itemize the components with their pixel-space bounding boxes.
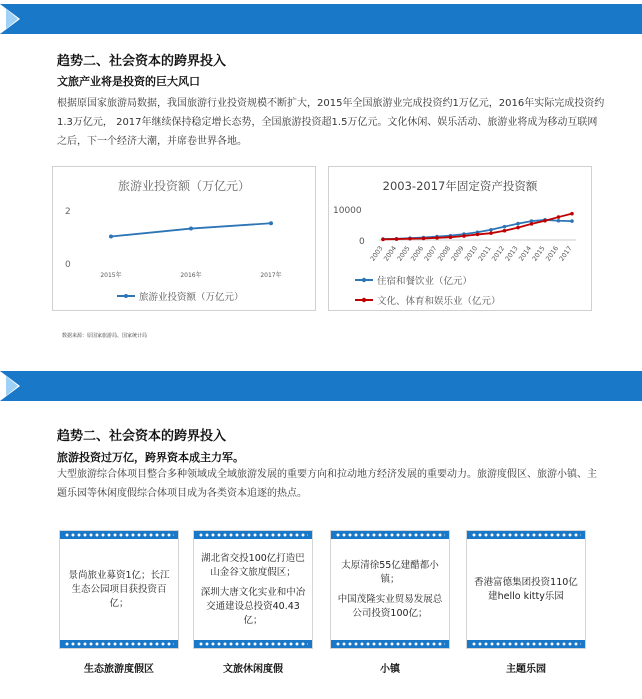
chart2-point xyxy=(570,212,574,216)
section2-subheading: 旅游投资过万亿，跨界资本成主力军。 xyxy=(57,451,244,464)
chart2-xtick: 2007 xyxy=(422,244,439,263)
project-card xyxy=(466,530,586,649)
chart2-point xyxy=(543,219,547,223)
chart-tourism-investment xyxy=(52,166,316,311)
section2-paragraph: 大型旅游综合体项目整合多种领域成全域旅游发展的重要方向和拉动地方经济发展的重要动力。旅游度假区、旅游小镇、主题乐园等休闲度假综合体项目成为各类资本追逐的热点。 xyxy=(57,469,597,499)
chart-tourism-investment-svg xyxy=(53,167,315,310)
project-card xyxy=(330,530,450,649)
chart2-title: 2003-2017年固定资产投资额 xyxy=(382,179,538,193)
card-label: 生态旅游度假区 xyxy=(84,664,154,675)
chart2-legend-marker xyxy=(362,298,366,302)
banner-arrow-inner-icon xyxy=(6,376,18,396)
section-banner-2 xyxy=(0,371,642,401)
chart2-xtick: 2011 xyxy=(476,244,493,263)
chart2-legend-marker xyxy=(362,278,366,282)
card-text: 深圳大唐文化实业和中冶交通建设总投资40.43亿； xyxy=(200,586,306,626)
chart1-xtick: 2017年 xyxy=(260,272,282,279)
card-text: 景尚旅业募资1亿；长江生态公园项目获投资百亿； xyxy=(68,569,170,609)
chart2-point xyxy=(381,238,385,242)
chart2-point xyxy=(449,235,453,239)
chart2-xtick: 2008 xyxy=(436,244,453,263)
chart2-xtick: 2012 xyxy=(490,244,507,263)
chart2-ytick: 0 xyxy=(359,237,365,247)
section1-heading: 趋势二、社会资本的跨界投入 xyxy=(57,54,227,69)
source-note: 数据来源：原国家旅游局、国家统计局 xyxy=(62,333,148,339)
chart2-point xyxy=(462,234,466,238)
chart2-point xyxy=(557,215,561,219)
chart2-point xyxy=(516,226,520,230)
chart1-title: 旅游业投资额（万亿元） xyxy=(117,179,251,193)
card-perforation xyxy=(64,642,174,646)
chart2-legend-label: 住宿和餐饮业（亿元） xyxy=(377,276,473,287)
chart2-xtick: 2017 xyxy=(557,244,574,263)
card-body xyxy=(473,543,579,636)
chart2-point xyxy=(570,219,574,223)
chart1-legend-marker xyxy=(124,294,128,298)
card-body xyxy=(200,543,306,636)
chart2-xtick: 2016 xyxy=(544,244,561,263)
section1-subheading: 文旅产业将是投资的巨大风口 xyxy=(57,75,200,88)
card-body xyxy=(66,543,172,636)
chart2-point xyxy=(530,222,534,226)
chart2-xtick: 2006 xyxy=(409,244,426,263)
card-perforation xyxy=(335,533,445,537)
chart2-point xyxy=(476,233,480,237)
chart2-point xyxy=(489,231,493,235)
card-body xyxy=(337,543,443,636)
chart2-xtick: 2003 xyxy=(368,244,385,263)
card-text: 湖北省交投100亿打造巴山金谷文旅度假区； xyxy=(201,552,305,578)
card-label: 主题乐园 xyxy=(506,664,546,675)
chart2-xtick: 2013 xyxy=(503,244,520,263)
chart2-xtick: 2015 xyxy=(530,244,547,263)
card-perforation xyxy=(335,642,445,646)
card-text: 太原清徐55亿建醋都小镇； xyxy=(341,559,439,585)
chart2-xtick: 2010 xyxy=(463,244,480,263)
chart2-point xyxy=(503,225,507,229)
chart2-point xyxy=(516,222,520,226)
chart2-xtick: 2005 xyxy=(395,244,412,263)
card-perforation xyxy=(471,642,581,646)
chart2-xtick: 2004 xyxy=(382,244,399,263)
chart2-point xyxy=(435,236,439,240)
chart2-point xyxy=(408,237,412,241)
chart1-legend-label: 旅游业投资额（万亿元） xyxy=(139,292,244,303)
banner-arrow-inner-icon xyxy=(6,9,18,29)
chart2-point xyxy=(422,237,426,241)
card-perforation xyxy=(471,533,581,537)
chart1-ytick: 0 xyxy=(65,260,71,270)
card-text: 中国茂隆实业贸易发展总公司投资100亿； xyxy=(337,593,443,619)
chart1-xtick: 2015年 xyxy=(100,272,122,279)
chart1-ytick: 2 xyxy=(65,207,71,217)
chart2-point xyxy=(503,229,507,233)
card-perforation xyxy=(198,642,308,646)
chart1-xtick: 2016年 xyxy=(180,272,202,279)
chart1-point xyxy=(109,235,113,239)
section2-heading: 趋势二、社会资本的跨界投入 xyxy=(57,429,227,444)
card-text: 香港富德集团投资110亿建hello kitty乐园 xyxy=(474,576,578,602)
chart2-point xyxy=(557,219,561,223)
project-card xyxy=(193,530,313,649)
project-card xyxy=(59,530,179,649)
section1-paragraph: 根据原国家旅游局数据，我国旅游行业投资规模不断扩大，2015年全国旅游业完成投资约1万亿元，2016年实际完成投资约1.3万亿元， 2017年继续保持稳定增长态势，全国旅游投资超1.5万亿元。文化休闲、娱乐活动、旅游业将成为移动互联网之后，下一个经济大潮，并席卷世界各地。 xyxy=(57,98,605,147)
chart2-xtick: 2014 xyxy=(517,244,534,263)
chart1-point xyxy=(269,221,273,225)
chart-fixed-asset-svg xyxy=(329,167,591,310)
chart2-ytick: 10000 xyxy=(333,206,362,216)
card-perforation xyxy=(198,533,308,537)
chart2-point xyxy=(489,228,493,232)
card-perforation xyxy=(64,533,174,537)
card-label: 小镇 xyxy=(380,664,400,675)
section-banner-1 xyxy=(0,4,642,34)
chart2-legend-label: 文化、体育和娱乐业（亿元） xyxy=(377,296,501,307)
chart-fixed-asset-investment xyxy=(328,166,592,311)
chart2-xtick: 2009 xyxy=(449,244,466,263)
card-label: 文旅休闲度假 xyxy=(223,664,283,675)
chart1-point xyxy=(189,227,193,231)
chart2-point xyxy=(395,237,399,241)
